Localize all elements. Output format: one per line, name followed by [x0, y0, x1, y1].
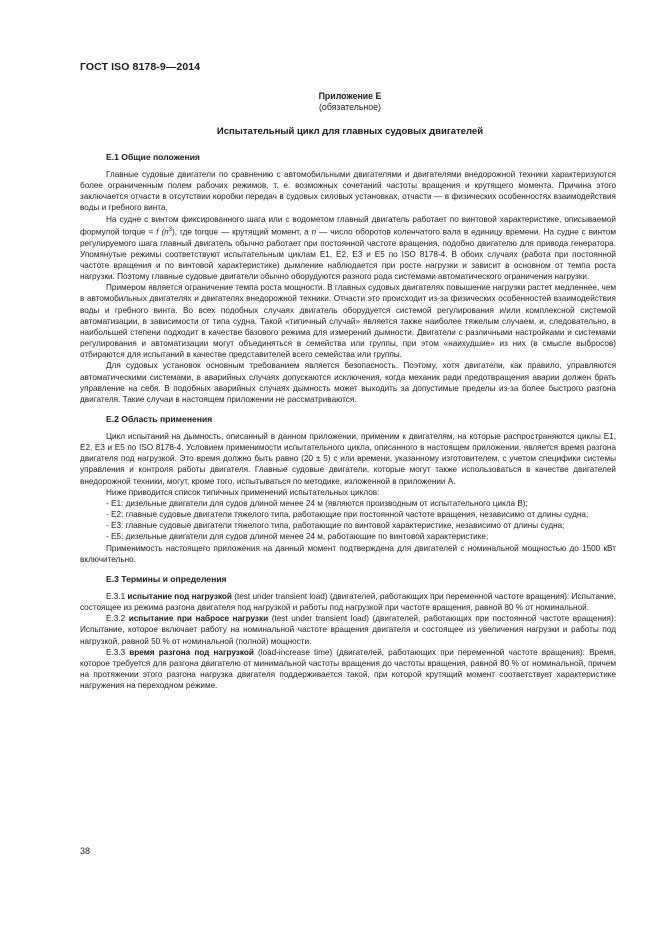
paragraph-e1-3: Примером является ограничение темпа роста мощности. В главных судовых двигателях повышение нагрузки растет медленнее, чем в автомобильных двигателях и двигателях внедорожной техники. Отчасти это происходит из-за физических особенностей взаимодействия воды и гребного винта. Во всех подобных случаях двигатель оборудуется системой регулирования и/или комплексной системой автоматизации, в зависимости от типа судна. Такой «типичный случай» является также наиболее тяжелым случаем, и, следовательно, в наибольшей степени подходит в качестве базового режима для измерений дымности. Двигатели с различными настройками и системами регулирования и автоматизации могут объединяться в семейства или группы, при этом «наихудшие» из них (в смысле выбросов) отбираются для испытаний в качестве представителей всего семейства или группы. — [80, 283, 616, 360]
list-item-e2: - Е2: главные судовые двигатели тяжелого типа, работающие при постоянной частоте вращения, независимо от длины судна; — [106, 510, 589, 520]
section-heading-e2: Е.2 Область применения — [106, 414, 213, 425]
document-header: ГОСТ ISO 8178-9—2014 — [80, 61, 201, 73]
section-heading-e1: Е.1 Общие положения — [106, 152, 200, 162]
paragraph-e1-1: Главные судовые двигатели по сравнению с автомобильными двигателями и двигателями внедорожной техники характеризуются более ограниченным полем рабочих режимов, т. е. возможных сочетаний частоты вращения и крутящего момента. Причина этого заключается отчасти в отсутствии коробки передач в судовых силовых установках, отчасти — в физических особенностях взаимодействия воды и гребного винта. — [80, 170, 616, 213]
paragraph-e2-1: Цикл испытаний на дымность, описанный в данном приложении, применим к двигателям, на которые распространяются циклы Е1, Е2, Е3 и Е5 по ISO 8178-4. Условием применимости испытательного цикла, описанного в настоящем приложении, является время разгона двигателя под нагрузкой. Это время должно быть равно (20 ± 5) с или времени, указанному изготовителем, с учетом специфики системы управления и контроля работы двигателя. Главные судовые двигатели, которые могут также использоваться в качестве двигателей внедорожной техники, могут, кроме того, испытываться по методике, изложенной в приложении А. — [80, 432, 616, 486]
list-item-e1: - Е1: дизельные двигатели для судов длиной менее 24 м (являются производным от испытательного цикла В); — [106, 498, 528, 508]
term-e3-1: испытание под нагрузкой — [127, 591, 232, 601]
appendix-main-title: Испытательный цикл для главных судовых двигателей — [216, 126, 484, 137]
paragraph-e2-2: Ниже приводится список типичных применений испытательных циклов: — [106, 487, 380, 497]
definition-e3-1: Е.3.1 испытание под нагрузкой (test under transient load) (двигателей, работающих при переменной частоте вращения): Испытание, состоящее из режима разгона двигателя под нагрузкой и работы под нагрузкой при частоте вращения, равной 80 % от номинальной. — [80, 591, 616, 613]
appendix-status: (обязательное) — [319, 102, 381, 112]
appendix-title: Приложение Е — [318, 91, 382, 101]
paragraph-e1-2: На судне с винтом фиксированного шага или с водометом главный двигатель работает по винтовой характеристике, описываемой формулой torque = f $(n^3)$, где torque — крутящий момент, а n — число оборотов коленчатого вала в единицу времени. На судне с винтом регулируемого шага главный двигатель обычно работает при постоянной частоте вращения, подобно двигателю для привода генератора. Упомянутые режимы соответствуют испытательным циклам Е1, Е2, Е3 и Е5 по ISO 8178-4. В обоих случаях (работа при постоянной частоте вращения и по винтовой характеристике) дымление наблюдается при росте нагрузки и зависит в основном от темпа роста нагрузки. Поэтому главные судовые двигатели обычно оборудуются разного рода системами автоматического ограничения нагрузки. — [80, 214, 616, 282]
definition-e3-3: Е.3.3 время разгона под нагрузкой (load-increase time) (двигателей, работающих при переменной частоте вращения): Время, которое требуется для разгона двигателю от минимальной частоты вращения до частоты вращения, равной 80 % от номинальной, причем на протяжении этого разгона нагрузка двигателя поддерживается такой, при которой крутящий момент соответствует характеристике нагружения на переходном режиме. — [80, 647, 616, 691]
term-e3-2: испытание при набросе нагрузки — [128, 614, 269, 624]
paragraph-e2-3: Применимость настоящего приложения на данный момент подтверждена для двигателей с номинальной мощностью до 1500 кВт включительно. — [80, 543, 616, 564]
document-body — [80, 152, 616, 691]
term-e3-3: время разгона под нагрузкой — [129, 647, 254, 657]
section-heading-e3: Е.3 Термины и определения — [106, 573, 227, 584]
appendix-label — [80, 91, 620, 113]
definition-e3-2: Е.3.2 испытание при набросе нагрузки (test under transient load) (двигателей, работающих при постоянной частоте вращения): Испытание, которое включает работу на номинальной частоте вращения двигателя и состоящее из увеличения нагрузки и работы под нагрузкой, равной 50 % от номинальной (полной) мощности. — [80, 614, 616, 646]
list-item-e5: - Е5: дизельные двигатели для судов длиной менее 24 м, работающие по винтовой характеристике; — [106, 532, 489, 542]
list-item-e3: - Е3: главные судовые двигатели тяжелого типа, работающие по винтовой характеристике, независимо от длины судна; — [106, 521, 565, 531]
page-number: 38 — [80, 846, 91, 856]
paragraph-e1-4: Для судовых установок основным требованием является безопасность. Поэтому, хотя двигатели, как правило, управляются автоматическими системами, в аварийных случаях допускаются исключения, когда механик ради предотвращения аварии должен брать управление на себя. В подобных аварийных случаях дымность может выходить за допустимые пределы из-за более быстрого разгона двигателя. Такие случаи в настоящем приложении не рассматриваются. — [80, 361, 616, 404]
